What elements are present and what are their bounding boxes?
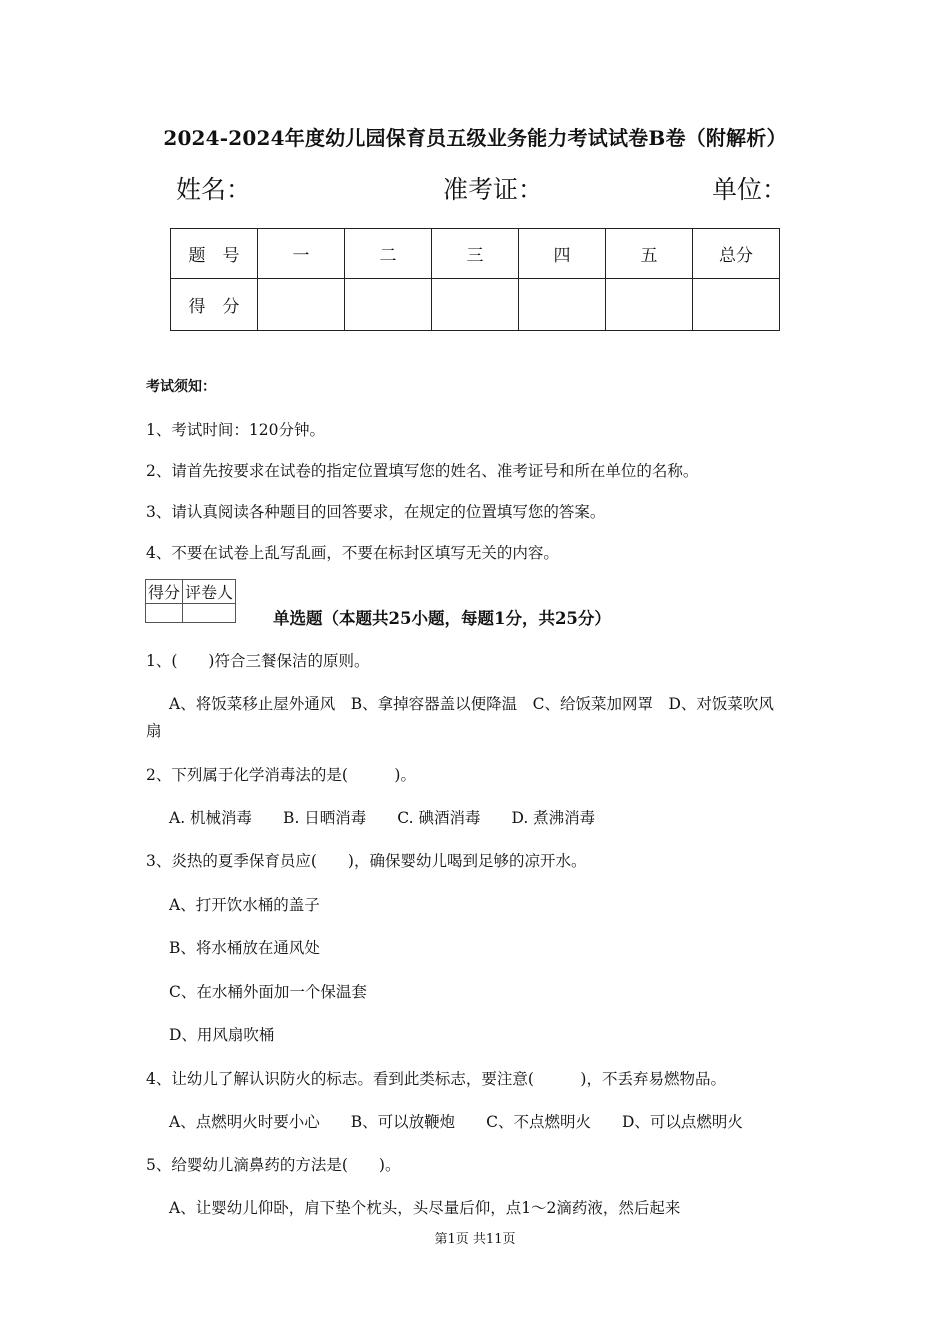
score-cell[interactable] xyxy=(432,279,519,331)
grader-box-grader-label: 评卷人 xyxy=(183,580,236,604)
question-3: 3、炎热的夏季保育员应( )，确保婴幼儿喝到足够的凉开水。 xyxy=(146,852,587,870)
question-5-option-a: A、让婴幼儿仰卧，肩下垫个枕头，头尽量后仰，点1～2滴药液，然后起来 xyxy=(169,1199,681,1217)
score-cell[interactable] xyxy=(693,279,780,331)
notice-item: 4、不要在试卷上乱写乱画，不要在标封区填写无关的内容。 xyxy=(146,544,559,562)
question-1: 1、( )符合三餐保洁的原则。 xyxy=(146,652,370,670)
question-3-option-b: B、将水桶放在通风处 xyxy=(169,939,320,957)
score-table-score-row xyxy=(171,279,780,331)
grader-box-score-label: 得分 xyxy=(146,580,183,604)
page-title: 2024-2024年度幼儿园保育员五级业务能力考试试卷B卷（附解析） xyxy=(163,126,787,150)
question-3-option-a: A、打开饮水桶的盖子 xyxy=(169,896,320,914)
page-footer: 第1页 共11页 xyxy=(434,1232,516,1247)
score-header-cell: 总分 xyxy=(693,229,780,279)
question-1-options: A、将饭菜移止屋外通风 B、拿掉容器盖以便降温 C、给饭菜加网罩 D、对饭菜吹风 xyxy=(169,695,774,713)
score-cell[interactable] xyxy=(258,279,345,331)
score-header-cell: 二 xyxy=(345,229,432,279)
notice-title: 考试须知： xyxy=(146,379,216,395)
score-table xyxy=(170,228,780,331)
score-row-label: 得 分 xyxy=(171,279,258,331)
score-header-cell: 四 xyxy=(519,229,606,279)
score-cell[interactable] xyxy=(519,279,606,331)
score-cell[interactable] xyxy=(606,279,693,331)
score-header-cell: 题 号 xyxy=(171,229,258,279)
score-cell[interactable] xyxy=(345,279,432,331)
question-3-option-d: D、用风扇吹桶 xyxy=(169,1026,275,1044)
question-1-options-wrap: 扇 xyxy=(146,722,162,740)
question-4: 4、让幼儿了解认识防火的标志。看到此类标志，要注意( )，不丢弃易燃物品。 xyxy=(146,1070,726,1088)
unit-field-label: 单位： xyxy=(712,175,788,204)
question-4-options: A、点燃明火时要小心 B、可以放鞭炮 C、不点燃明火 D、可以点燃明火 xyxy=(169,1113,743,1131)
grader-box-score-cell[interactable] xyxy=(146,604,183,623)
score-header-cell: 三 xyxy=(432,229,519,279)
question-2: 2、下列属于化学消毒法的是( )。 xyxy=(146,766,416,784)
notice-item: 2、请首先按要求在试卷的指定位置填写您的姓名、准考证号和所在单位的名称。 xyxy=(146,462,699,480)
score-header-cell: 一 xyxy=(258,229,345,279)
notice-item: 1、考试时间：120分钟。 xyxy=(146,421,325,439)
grader-box xyxy=(145,579,236,623)
name-field-label: 姓名： xyxy=(176,175,252,204)
section-title: 单选题（本题共25小题，每题1分，共25分） xyxy=(273,609,611,628)
question-5: 5、给婴幼儿滴鼻药的方法是( )。 xyxy=(146,1156,401,1174)
question-3-option-c: C、在水桶外面加一个保温套 xyxy=(169,983,367,1001)
score-header-cell: 五 xyxy=(606,229,693,279)
notice-item: 3、请认真阅读各种题目的回答要求，在规定的位置填写您的答案。 xyxy=(146,503,606,521)
question-2-options: A. 机械消毒 B. 日晒消毒 C. 碘酒消毒 D. 煮沸消毒 xyxy=(169,809,596,827)
exam-number-field-label: 准考证： xyxy=(443,175,544,204)
score-table-header-row xyxy=(171,229,780,279)
grader-box-grader-cell[interactable] xyxy=(183,604,236,623)
